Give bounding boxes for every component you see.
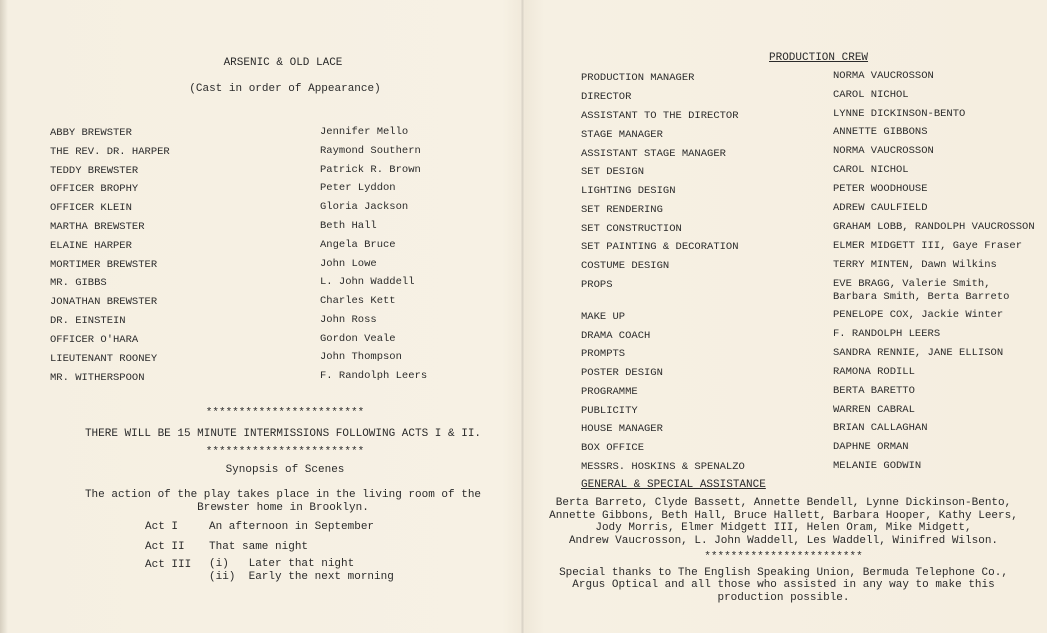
crew-role: PUBLICITY: [581, 405, 638, 417]
cast-role: OFFICER BROPHY: [50, 183, 139, 195]
assistance-title: GENERAL & SPECIAL ASSISTANCE: [581, 479, 766, 491]
crew-name: RAMONA RODILL: [833, 366, 915, 378]
scene-desc: (ii) Early the next morning: [209, 571, 394, 583]
crew-role: COSTUME DESIGN: [581, 260, 670, 272]
crew-name: WARREN CABRAL: [833, 404, 915, 416]
crew-name: SANDRA RENNIE, JANE ELLISON: [833, 347, 1004, 359]
play-title: ARSENIC & OLD LACE: [223, 57, 343, 69]
cast-role: LIEUTENANT ROONEY: [50, 353, 158, 365]
crew-role: BOX OFFICE: [581, 442, 645, 454]
crew-name: CAROL NICHOL: [833, 164, 909, 176]
cast-actor: Gordon Veale: [320, 333, 396, 345]
thanks-line: production possible.: [717, 592, 850, 604]
crew-name: BRIAN CALLAGHAN: [833, 422, 928, 434]
crew-role: SET CONSTRUCTION: [581, 223, 682, 235]
assistance-line: Jody Morris, Elmer Midgett III, Helen Oram, Mike Midgett,: [595, 522, 972, 534]
scene-desc: That same night: [209, 541, 309, 553]
assistance-line: Andrew Vaucrosson, L. John Waddell, Les Waddell, Winifred Wilson.: [568, 535, 999, 547]
cast-role: ABBY BREWSTER: [50, 127, 132, 139]
crew-name: ELMER MIDGETT III, Gaye Fraser: [833, 240, 1023, 252]
cast-role: OFFICER O'HARA: [50, 334, 139, 346]
cast-actor: Jennifer Mello: [320, 126, 409, 138]
cast-role: TEDDY BREWSTER: [50, 165, 139, 177]
assistance-line: Annette Gibbons, Beth Hall, Bruce Hallett, Barbara Hooper, Kathy Leers,: [549, 510, 1018, 522]
scene-act: Act II: [145, 541, 185, 553]
synopsis-text: The action of the play takes place in the living room of the: [84, 489, 482, 501]
crew-role: LIGHTING DESIGN: [581, 185, 676, 197]
crew-role: PRODUCTION MANAGER: [581, 72, 695, 84]
crew-role: DRAMA COACH: [581, 330, 651, 342]
crew-role: ASSISTANT STAGE MANAGER: [581, 148, 726, 160]
thanks-line: Special thanks to The English Speaking Union, Bermuda Telephone Co.,: [559, 567, 1008, 579]
crew-role: HOUSE MANAGER: [581, 423, 663, 435]
crew-name: PENELOPE COX, Jackie Winter: [833, 309, 1004, 321]
cast-role: MR. GIBBS: [50, 277, 107, 289]
crew-role: SET DESIGN: [581, 166, 645, 178]
crew-title: PRODUCTION CREW: [769, 52, 869, 64]
cast-actor: Angela Bruce: [320, 239, 396, 251]
cast-actor: John Lowe: [320, 258, 377, 270]
scene-desc: (i) Later that night: [209, 558, 355, 570]
crew-role: POSTER DESIGN: [581, 367, 663, 379]
cast-actor: Raymond Southern: [320, 145, 421, 157]
crew-name: CAROL NICHOL: [833, 89, 909, 101]
cast-actor: Peter Lyddon: [320, 182, 396, 194]
crew-role: PROGRAMME: [581, 386, 638, 398]
crew-name: DAPHNE ORMAN: [833, 441, 909, 453]
cast-actor: Gloria Jackson: [320, 201, 409, 213]
assistance-line: Berta Barreto, Clyde Bassett, Annette Bendell, Lynne Dickinson-Bento,: [555, 497, 1012, 509]
cast-role: MARTHA BREWSTER: [50, 221, 145, 233]
star-divider: ************************: [205, 407, 365, 419]
cast-actor: F. Randolph Leers: [320, 370, 428, 382]
cast-actor: Patrick R. Brown: [320, 164, 421, 176]
cast-actor: L. John Waddell: [320, 276, 415, 288]
crew-role: PROPS: [581, 279, 613, 291]
cast-actor: John Ross: [320, 314, 377, 326]
scene-act: Act III: [145, 559, 192, 571]
cast-actor: John Thompson: [320, 351, 402, 363]
crew-name: PETER WOODHOUSE: [833, 183, 928, 195]
cast-role: ELAINE HARPER: [50, 240, 132, 252]
crew-role: SET PAINTING & DECORATION: [581, 241, 739, 253]
crew-name: ADREW CAULFIELD: [833, 202, 928, 214]
crew-role: MAKE UP: [581, 311, 626, 323]
cast-role: THE REV. DR. HARPER: [50, 146, 170, 158]
cast-role: DR. EINSTEIN: [50, 315, 126, 327]
synopsis-title: Synopsis of Scenes: [225, 464, 345, 476]
scene-desc: An afternoon in September: [209, 521, 375, 533]
cast-role: JONATHAN BREWSTER: [50, 296, 158, 308]
crew-name: TERRY MINTEN, Dawn Wilkins: [833, 259, 997, 271]
crew-name: LYNNE DICKINSON-BENTO: [833, 108, 966, 120]
crew-name: MELANIE GODWIN: [833, 460, 922, 472]
left-page: [0, 0, 521, 633]
star-divider: ************************: [704, 551, 863, 563]
synopsis-text: Brewster home in Brooklyn.: [197, 502, 369, 514]
crew-role: STAGE MANAGER: [581, 129, 663, 141]
crew-name: Barbara Smith, Berta Barreto: [833, 291, 1010, 303]
crew-role: DIRECTOR: [581, 91, 632, 103]
cast-actor: Charles Kett: [320, 295, 396, 307]
scene-act: Act I: [145, 521, 179, 533]
cast-actor: Beth Hall: [320, 220, 377, 232]
crew-role: SET RENDERING: [581, 204, 663, 216]
crew-name: EVE BRAGG, Valerie Smith,: [833, 278, 991, 290]
intermission-note: THERE WILL BE 15 MINUTE INTERMISSIONS FOLLOWING ACTS I & II.: [84, 428, 482, 440]
cast-subtitle: (Cast in order of Appearance): [189, 83, 381, 95]
crew-name: NORMA VAUCROSSON: [833, 145, 934, 157]
star-divider: ************************: [205, 446, 365, 458]
crew-name: GRAHAM LOBB, RANDOLPH VAUCROSSON: [833, 221, 1035, 233]
crew-name: F. RANDOLPH LEERS: [833, 328, 941, 340]
crew-name: ANNETTE GIBBONS: [833, 126, 928, 138]
cast-role: MR. WITHERSPOON: [50, 372, 145, 384]
crew-role: ASSISTANT TO THE DIRECTOR: [581, 110, 739, 122]
cast-role: MORTIMER BREWSTER: [50, 259, 158, 271]
crew-role: MESSRS. HOSKINS & SPENALZO: [581, 461, 745, 473]
cast-role: OFFICER KLEIN: [50, 202, 132, 214]
crew-name: NORMA VAUCROSSON: [833, 70, 934, 82]
thanks-line: Argus Optical and all those who assisted in any way to make this: [572, 579, 995, 591]
right-page: [524, 0, 1047, 633]
crew-role: PROMPTS: [581, 348, 626, 360]
crew-name: BERTA BARETTO: [833, 385, 915, 397]
